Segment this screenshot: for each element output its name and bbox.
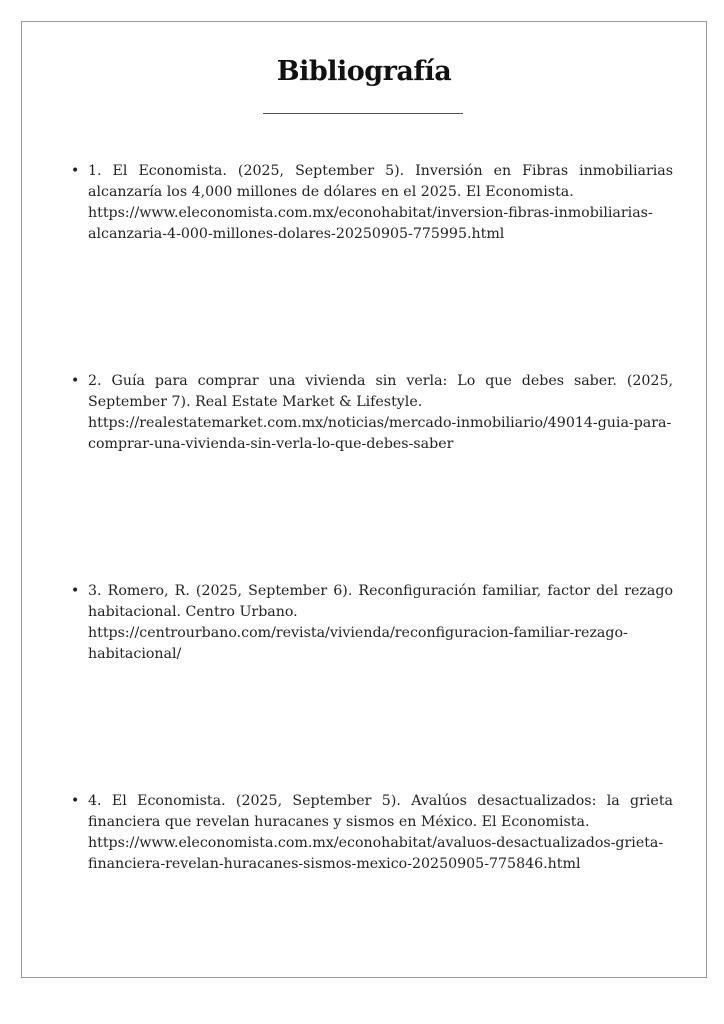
reference-url[interactable]: https://www.eleconomista.com.mx/econohabitat/avaluos-desactualizados-grieta-financiera-revelan-huracanes-sismos-mexico-20250905-775846.html	[88, 835, 664, 872]
reference-citation: 1. El Economista. (2025, September 5). Inversión en Fibras inmobiliarias alcanzaría los 4,000 millones de dólares en el 2025. El Economista.	[88, 163, 673, 200]
reference-citation: 4. El Economista. (2025, September 5). Avalúos desactualizados: la grieta financiera que revelan huracanes y sismos en México. El Economista.	[88, 793, 673, 830]
reference-item	[71, 161, 673, 245]
reference-url[interactable]: https://www.eleconomista.com.mx/econohabitat/inversion-fibras-inmobiliarias-alcanzaria-4-000-millones-dolares-20250905-775995.html	[88, 205, 653, 242]
title-divider	[263, 113, 463, 114]
reference-citation: 2. Guía para comprar una vivienda sin verla: Lo que debes saber. (2025, September 7). Real Estate Market & Lifestyle.	[88, 373, 673, 410]
reference-item	[71, 371, 673, 455]
bullet-icon: •	[71, 793, 80, 809]
bullet-icon: •	[71, 163, 80, 179]
bullet-icon: •	[71, 373, 80, 389]
reference-url[interactable]: https://centrourbano.com/revista/vivienda/reconfiguracion-familiar-rezago-habitacional/	[88, 625, 628, 662]
document-page	[21, 21, 707, 978]
reference-citation: 3. Romero, R. (2025, September 6). Reconfiguración familiar, factor del rezago habitacional. Centro Urbano.	[88, 583, 673, 620]
page-title: Bibliografía	[276, 56, 452, 87]
reference-item	[71, 791, 673, 875]
reference-url[interactable]: https://realestatemarket.com.mx/noticias/mercado-inmobiliario/49014-guia-para-comprar-una-vivienda-sin-verla-lo-que-debes-saber	[88, 415, 672, 452]
bullet-icon: •	[71, 583, 80, 599]
reference-item	[71, 581, 673, 665]
